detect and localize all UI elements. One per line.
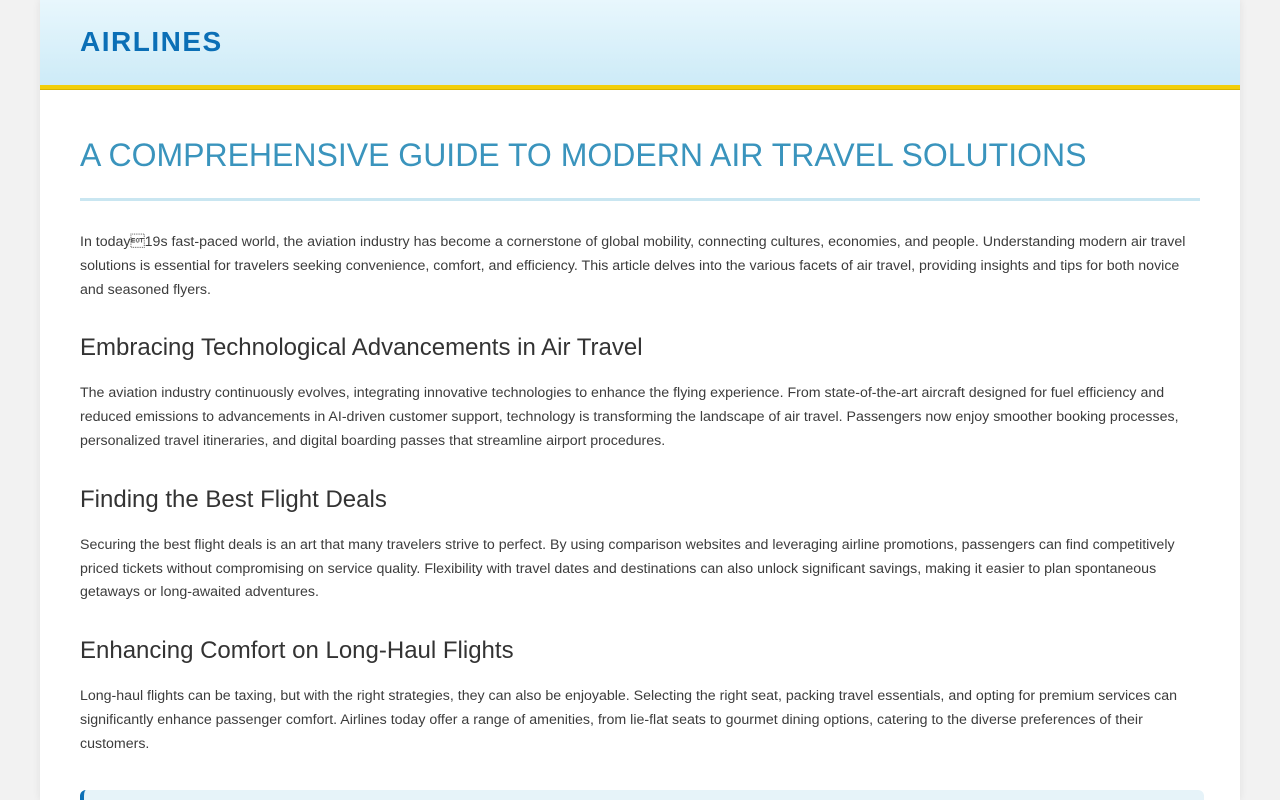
site-logo[interactable]: AIRLINES (80, 26, 223, 57)
section-comfort (80, 636, 1200, 756)
section-body: Securing the best flight deals is an art that many travelers strive to perfect. By using comparison websites and leveraging airline promotions, passengers can find competitively priced tickets without compromising on service quality. Flexibility with travel dates and destinations can also unlock significant savings, making it easier to plan spontaneous getaways or long-awaited adventures. (80, 536, 1175, 601)
page-container (40, 0, 1240, 800)
section-body: Long-haul flights can be taxing, but with the right strategies, they can also be enjoyable. Selecting the right seat, packing travel essentials, and opting for premium services can significantly enhance passenger comfort. Airlines today offer a range of amenities, from lie-flat seats to gourmet dining options, catering to the diverse preferences of their customers. (80, 688, 1178, 752)
section-heading: Embracing Technological Advancements in Air Travel (80, 334, 643, 362)
article (40, 136, 1240, 757)
section-body: The aviation industry continuously evolves, integrating innovative technologies to enhance the flying experience. From state-of-the-art aircraft designed for fuel efficiency and reduced emissions to advancements in AI-driven customer support, technology is transforming the landscape of air travel. Passengers now enjoy smoother booking processes, personalized travel itineraries, and digital boarding passes that streamline airport procedures. (80, 385, 1179, 449)
section-heading: Enhancing Comfort on Long-Haul Flights (80, 637, 514, 665)
intro-paragraph: In today19s fast-paced world, the aviation industry has become a cornerstone of global mobility, connecting cultures, economies, and people. Understanding modern air travel solutions is essential for travelers seeking convenience, comfort, and efficiency. This article delves into the various facets of air travel, providing insights and tips for both novice and seasoned flyers. (80, 234, 1186, 298)
section-technology (80, 333, 1200, 453)
section-flight-deals (80, 485, 1200, 605)
site-header (40, 0, 1240, 90)
page-title: A COMPREHENSIVE GUIDE TO MODERN AIR TRAVEL SOLUTIONS (80, 136, 1200, 201)
callout-box (80, 790, 1204, 800)
section-heading: Finding the Best Flight Deals (80, 485, 387, 513)
